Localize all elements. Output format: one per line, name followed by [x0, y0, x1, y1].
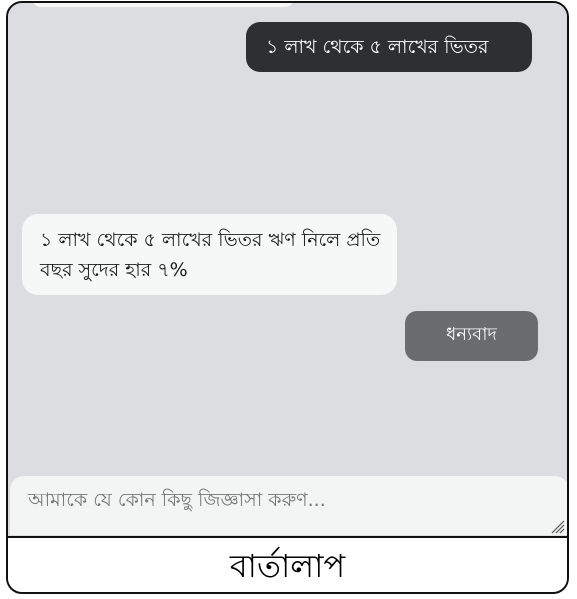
resize-handle-icon[interactable] [549, 518, 565, 534]
user-message-bubble: ধন্যবাদ [405, 311, 538, 361]
previous-message-fragment [32, 1, 294, 7]
app-title: বার্তালাপ [229, 547, 346, 585]
user-message-bubble: ১ লাখ থেকে ৫ লাখের ভিতর [246, 22, 532, 72]
message-list[interactable] [8, 3, 567, 536]
footer [8, 536, 567, 594]
bot-message-bubble: ১ লাখ থেকে ৫ লাখের ভিতর ঋণ নিলে প্রতি বছর সুদের হার ৭% [22, 214, 397, 295]
chat-window [6, 1, 569, 594]
message-input[interactable] [10, 476, 569, 535]
